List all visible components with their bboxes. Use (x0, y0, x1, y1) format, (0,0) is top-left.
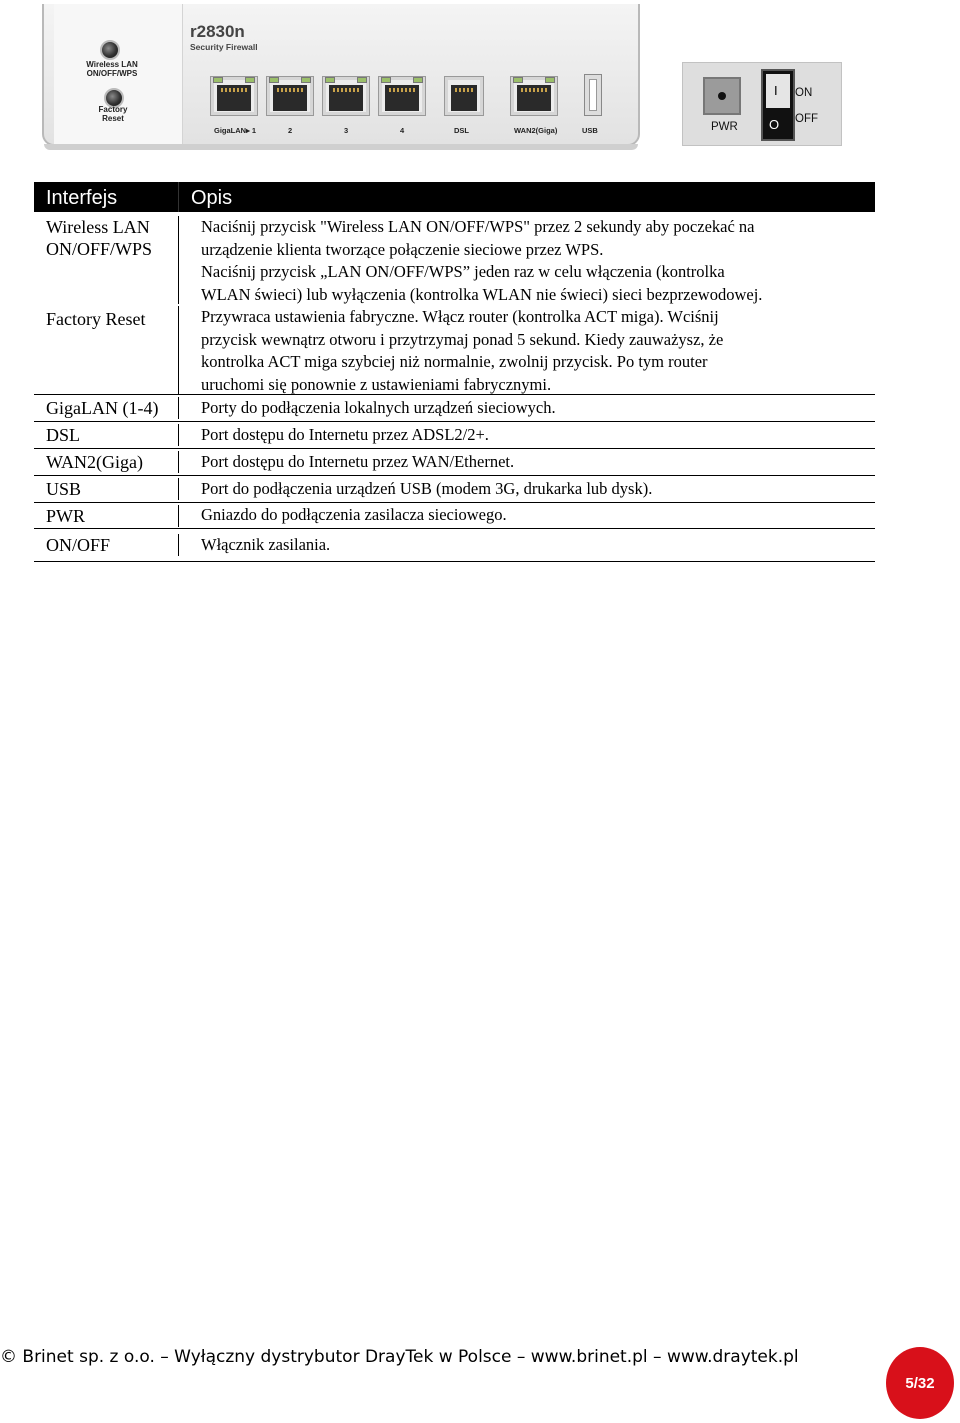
table-row (34, 212, 875, 304)
table-row (34, 529, 875, 562)
port-label-4: 4 (400, 126, 405, 135)
wireless-lan-button-icon (100, 40, 120, 60)
usb-port-icon (584, 74, 602, 116)
port-label-2: 2 (288, 126, 293, 135)
interface-cell: WAN2(Giga) (34, 451, 179, 473)
table-row (34, 476, 875, 503)
power-switch-icon (761, 69, 795, 141)
gigalan-port-3-icon (322, 76, 370, 116)
gigalan-port-4-icon (378, 76, 426, 116)
table-row (34, 304, 875, 395)
table-row (34, 503, 875, 529)
interfaces-table (34, 182, 875, 562)
port-label-wan2: WAN2(Giga) (514, 126, 558, 135)
description-cell: Naciśnij przycisk "Wireless LAN ON/OFF/WPS" przez 2 sekundy aby poczekać na urządzenie klienta tworzące połączenie sieciowe przez WPS. Naciśnij przycisk „LAN ON/OFF/WPS” jeden raz w celu włączenia (kontrolka WLAN świeci) lub wyłączenia (kontrolka WLAN nie świeci) sieci bezprzewodowej. (201, 217, 763, 304)
switch-off-mark: O (769, 117, 780, 132)
wan2-port-icon (510, 76, 558, 116)
table-row (34, 395, 875, 422)
router-model-name: r2830n (190, 22, 245, 41)
page-footer: © Brinet sp. z o.o. – Wyłączny dystrybutor DrayTek w Polsce – www.brinet.pl – www.draytek.pl (0, 1347, 799, 1367)
description-cell: Porty do podłączenia lokalnych urządzeń sieciowych. (201, 397, 556, 417)
description-cell: Port dostępu do Internetu przez WAN/Ethernet. (201, 451, 515, 471)
interface-cell: PWR (34, 505, 179, 527)
router-button-panel (54, 4, 183, 144)
router-model-subtitle: Security Firewall (190, 42, 258, 52)
router-ports (204, 70, 624, 135)
description-cell: Port dostępu do Internetu przez ADSL2/2+. (201, 424, 489, 444)
interface-cell: Wireless LAN ON/OFF/WPS (34, 216, 179, 304)
gigalan-port-1-icon (210, 76, 258, 116)
page-number-badge: 5/32 (886, 1347, 954, 1419)
factory-reset-panel-label: Factory Reset (98, 105, 128, 123)
description-cell: Włącznik zasilania. (201, 534, 331, 554)
table-row (34, 422, 875, 449)
router-front-illustration (42, 4, 640, 146)
header-interface: Interfejs (34, 182, 179, 212)
port-label-usb: USB (582, 126, 598, 135)
port-label-3: 3 (344, 126, 349, 135)
power-jack-icon (703, 77, 741, 115)
header-description: Opis (191, 187, 233, 209)
description-cell: Port do podłączenia urządzeń USB (modem 3G, drukarka lub dysk). (201, 478, 653, 498)
table-row (34, 449, 875, 476)
interface-cell: GigaLAN (1-4) (34, 397, 179, 419)
description-cell: Przywraca ustawienia fabryczne. Włącz router (kontrolka ACT miga). Wciśnij przycisk wewnątrz otworu i przytrzymaj ponad 5 sekund. Kiedy zauważysz, że kontrolka ACT miga szybciej niż normalnie, zwolnij przycisk. Po tym router uruchomi się ponownie z ustawieniami fabrycznymi. (201, 307, 724, 394)
on-label: ON (795, 87, 813, 99)
wireless-lan-panel-label: Wireless LAN ON/OFF/WPS (86, 60, 138, 78)
port-label-dsl: DSL (454, 126, 469, 135)
power-panel-illustration (682, 62, 842, 146)
description-cell: Gniazdo do podłączenia zasilacza sieciowego. (201, 505, 507, 525)
interface-cell: USB (34, 478, 179, 500)
off-label: OFF (795, 113, 818, 125)
interface-cell: ON/OFF (34, 534, 179, 556)
interface-cell: DSL (34, 424, 179, 446)
dsl-port-icon (444, 76, 484, 116)
pwr-label: PWR (711, 121, 738, 133)
gigalan-port-2-icon (266, 76, 314, 116)
table-header (34, 182, 875, 212)
port-label-gigalan-1: GigaLAN▸ 1 (214, 126, 257, 135)
switch-on-mark: I (774, 83, 778, 98)
interface-cell: Factory Reset (34, 306, 179, 394)
